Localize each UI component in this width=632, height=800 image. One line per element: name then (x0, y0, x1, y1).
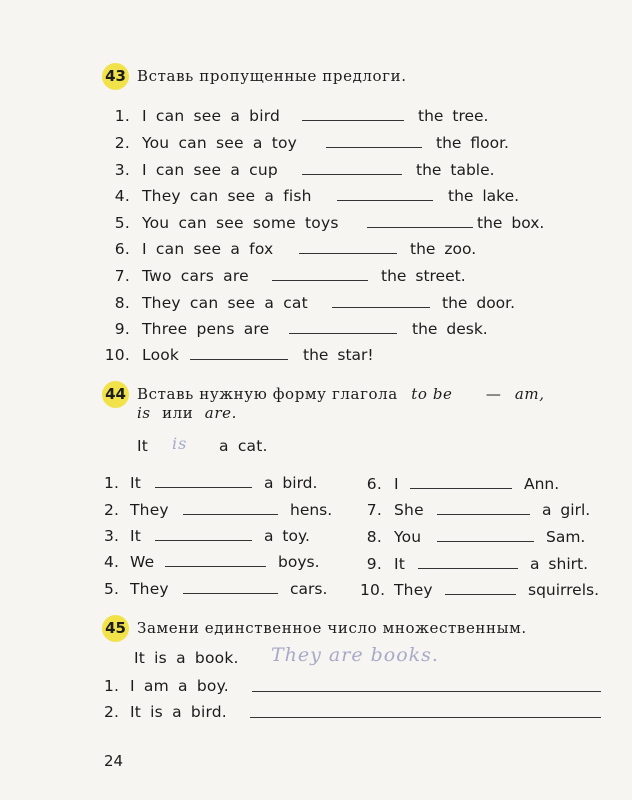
item-text-before: I can see a cup (142, 161, 278, 179)
item-number: 10. (104, 346, 130, 364)
item-text-before: They can see a fish (142, 187, 312, 205)
item-subject: You (394, 528, 422, 546)
item-number: 4. (114, 187, 130, 205)
item-rest: Ann. (524, 475, 560, 493)
item-number: 7. (114, 267, 130, 285)
exercise-44-item (104, 474, 141, 492)
item-number: 6. (366, 475, 382, 493)
exercise-45-example: It is a book. (134, 649, 239, 667)
exercise-44-item (104, 501, 169, 519)
answer-line[interactable] (252, 691, 601, 692)
item-number: 5. (114, 214, 130, 232)
item-subject: She (394, 501, 424, 519)
answer-blank[interactable] (190, 359, 288, 360)
title-to-be: to be (411, 385, 453, 403)
item-number: 1. (114, 107, 130, 125)
answer-blank[interactable] (326, 147, 422, 148)
item-text: It is a bird. (130, 703, 227, 721)
exercise-43-item (104, 107, 280, 125)
item-rest: a girl. (542, 501, 591, 519)
exercise-43-title: Вставь пропущенные предлоги. (137, 67, 407, 85)
item-text-before: Look (142, 346, 180, 364)
item-number: 9. (366, 555, 382, 573)
answer-blank[interactable] (272, 280, 368, 281)
exercise-43-item (104, 187, 312, 205)
item-number: 7. (366, 501, 382, 519)
title-am: am, (514, 385, 545, 403)
exercise-43-item (104, 267, 249, 285)
title-are: are. (204, 404, 237, 422)
item-number: 9. (114, 320, 130, 338)
item-number: 6. (114, 240, 130, 258)
exercise-43-badge: 43 (102, 63, 129, 90)
item-text-after: the star! (303, 346, 374, 364)
item-subject: It (130, 474, 142, 492)
exercise-43-item (104, 294, 308, 312)
answer-line[interactable] (250, 717, 601, 718)
exercise-43-item (104, 214, 339, 232)
exercise-44-example-subject: It (137, 437, 149, 455)
item-subject: We (130, 553, 155, 571)
answer-blank[interactable] (183, 593, 278, 594)
exercise-45-badge: 45 (102, 615, 129, 642)
item-text-after: the lake. (448, 187, 520, 205)
item-text-before: I can see a bird (142, 107, 281, 125)
item-subject: It (394, 555, 406, 573)
item-number: 4. (104, 553, 120, 571)
item-number: 2. (104, 703, 120, 721)
answer-blank[interactable] (337, 200, 433, 201)
answer-blank[interactable] (437, 514, 530, 515)
item-number: 8. (114, 294, 130, 312)
item-text-before: You can see a toy (142, 134, 298, 152)
exercise-44-item (104, 580, 169, 598)
exercise-45-item (104, 677, 229, 695)
item-rest: cars. (290, 580, 328, 598)
title-text: Вставь нужную форму глагола (137, 385, 398, 403)
answer-blank[interactable] (445, 594, 516, 595)
item-subject: They (130, 501, 169, 519)
exercise-44-item (360, 501, 424, 519)
answer-blank[interactable] (367, 227, 473, 228)
exercise-44-example-answer: is (172, 434, 188, 453)
answer-blank[interactable] (299, 253, 397, 254)
item-subject: It (130, 527, 142, 545)
item-text: I am a boy. (130, 677, 229, 695)
item-rest: Sam. (546, 528, 586, 546)
item-text-after: the table. (416, 161, 495, 179)
exercise-43-item (104, 161, 278, 179)
item-text-before: They can see a cat (142, 294, 308, 312)
item-text-after: the zoo. (410, 240, 477, 258)
exercise-43-item (104, 134, 297, 152)
exercise-44-item (360, 581, 433, 599)
item-number: 2. (114, 134, 130, 152)
item-subject: I (394, 475, 399, 493)
exercise-44-example-rest: a cat. (219, 437, 268, 455)
exercise-45-title: Замени единственное число множественным. (137, 619, 527, 637)
answer-blank[interactable] (183, 514, 278, 515)
item-number: 2. (104, 501, 120, 519)
exercise-44-item (104, 553, 154, 571)
item-rest: squirrels. (528, 581, 600, 599)
exercise-43-item (104, 320, 269, 338)
item-rest: a shirt. (530, 555, 589, 573)
answer-blank[interactable] (410, 488, 512, 489)
item-text-after: the floor. (436, 134, 509, 152)
item-text-after: the street. (381, 267, 466, 285)
exercise-44-badge: 44 (102, 381, 129, 408)
item-text-before: Three pens are (142, 320, 270, 338)
item-text-after: the door. (442, 294, 516, 312)
title-is: is (137, 404, 151, 422)
page-number: 24 (104, 752, 124, 770)
exercise-45-example-answer: They are books. (271, 644, 439, 666)
answer-blank[interactable] (289, 333, 397, 334)
item-number: 3. (114, 161, 130, 179)
item-subject: They (130, 580, 169, 598)
item-rest: hens. (290, 501, 333, 519)
exercise-45-item (104, 703, 227, 721)
answer-blank[interactable] (302, 120, 404, 121)
answer-blank[interactable] (155, 540, 252, 541)
item-text-after: the desk. (412, 320, 488, 338)
item-number: 3. (104, 527, 120, 545)
title-or: или (162, 404, 194, 422)
item-number: 1. (104, 677, 120, 695)
exercise-43-item (104, 346, 179, 364)
exercise-44-title-line2 (137, 404, 237, 422)
item-text-after: the tree. (418, 107, 489, 125)
item-number: 8. (366, 528, 382, 546)
item-rest: boys. (278, 553, 320, 571)
answer-blank[interactable] (302, 174, 402, 175)
exercise-44-item (360, 555, 405, 573)
item-text-before: Two cars are (142, 267, 249, 285)
exercise-43-item (104, 240, 273, 258)
exercise-44-item (104, 527, 141, 545)
answer-blank[interactable] (155, 487, 252, 488)
item-number: 1. (104, 474, 120, 492)
answer-blank[interactable] (437, 541, 534, 542)
answer-blank[interactable] (165, 566, 266, 567)
exercise-44-item (360, 475, 399, 493)
title-dash: — (485, 385, 502, 403)
item-number: 5. (104, 580, 120, 598)
item-text-before: You can see some toys (142, 214, 339, 232)
item-number: 10. (360, 581, 386, 599)
answer-blank[interactable] (332, 307, 430, 308)
exercise-44-item (360, 528, 421, 546)
answer-blank[interactable] (418, 568, 518, 569)
item-rest: a toy. (264, 527, 310, 545)
item-rest: a bird. (264, 474, 318, 492)
item-text-after: the box. (477, 214, 545, 232)
exercise-44-title-line1 (137, 385, 545, 403)
item-subject: They (394, 581, 433, 599)
item-text-before: I can see a fox (142, 240, 274, 258)
